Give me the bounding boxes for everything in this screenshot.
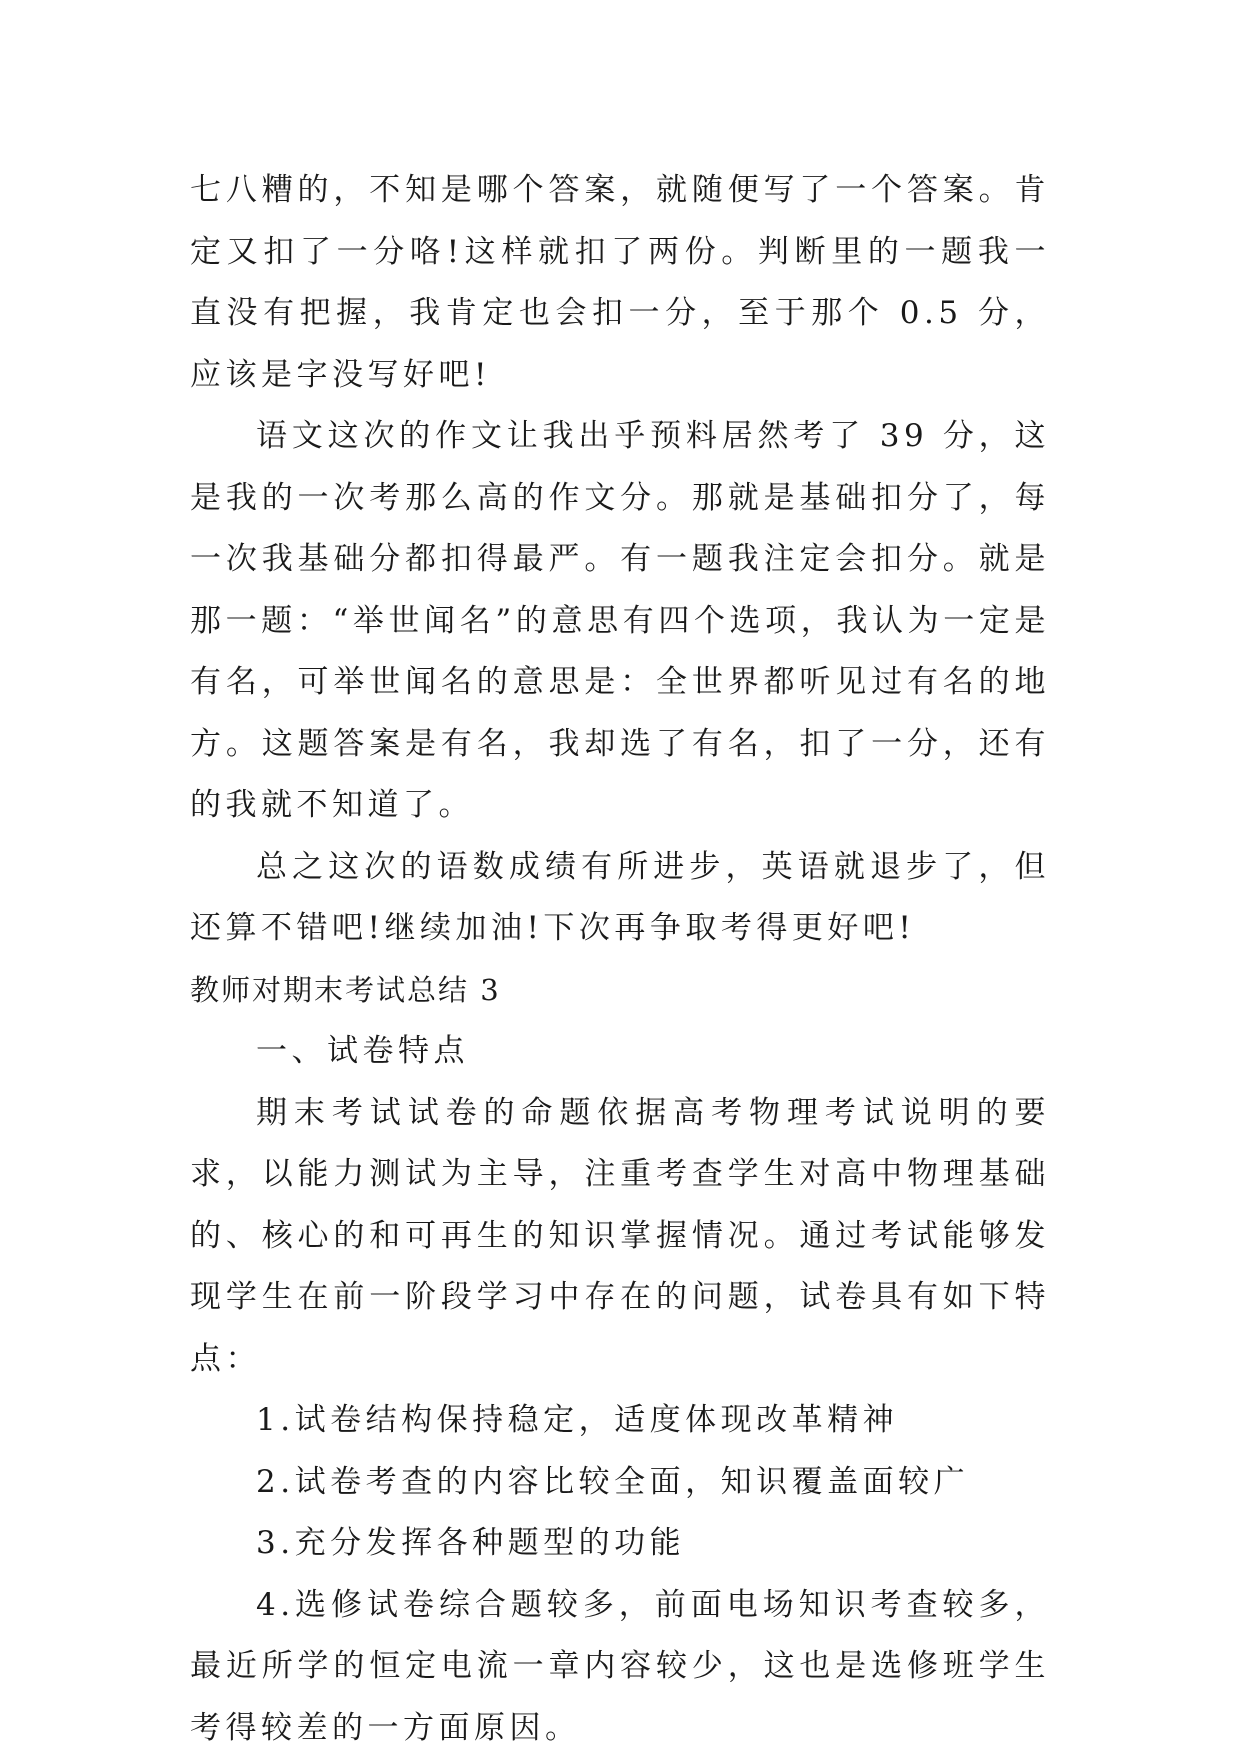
paragraph: 期末考试试卷的命题依据高考物理考试说明的要求，以能力测试为主导，注重考查学生对高中物理基础的、核心的和可再生的知识掌握情况。通过考试能够发现学生在前一阶段学习中存在的问题，试卷具有如下特点：: [190, 1083, 1050, 1391]
paragraph: 总之这次的语数成绩有所进步，英语就退步了，但还算不错吧!继续加油!下次再争取考得更好吧!: [190, 837, 1050, 960]
list-item: 4.选修试卷综合题较多，前面电场知识考查较多，最近所学的恒定电流一章内容较少，这也是选修班学生考得较差的一方面原因。: [190, 1575, 1050, 1759]
list-item: 1.试卷结构保持稳定，适度体现改革精神: [190, 1390, 1050, 1452]
list-item: 2.试卷考查的内容比较全面，知识覆盖面较广: [190, 1452, 1050, 1514]
list-item: 3.充分发挥各种题型的功能: [190, 1513, 1050, 1575]
section-heading: 教师对期末考试总结 3: [190, 960, 1050, 1022]
paragraph: 语文这次的作文让我出乎预料居然考了 39 分，这是我的一次考那么高的作文分。那就是基础扣分了，每一次我基础分都扣得最严。有一题我注定会扣分。就是那一题：“举世闻名”的意思有四个选项，我认为一定是有名，可举世闻名的意思是：全世界都听见过有名的地方。这题答案是有名，我却选了有名，扣了一分，还有的我就不知道了。: [190, 406, 1050, 837]
document-page: [190, 160, 1050, 1759]
paragraph: 七八糟的，不知是哪个答案，就随便写了一个答案。肯定又扣了一分咯!这样就扣了两份。判断里的一题我一直没有把握，我肯定也会扣一分，至于那个 0.5 分，应该是字没写好吧!: [190, 160, 1050, 406]
subsection-heading: 一、试卷特点: [190, 1021, 1050, 1083]
